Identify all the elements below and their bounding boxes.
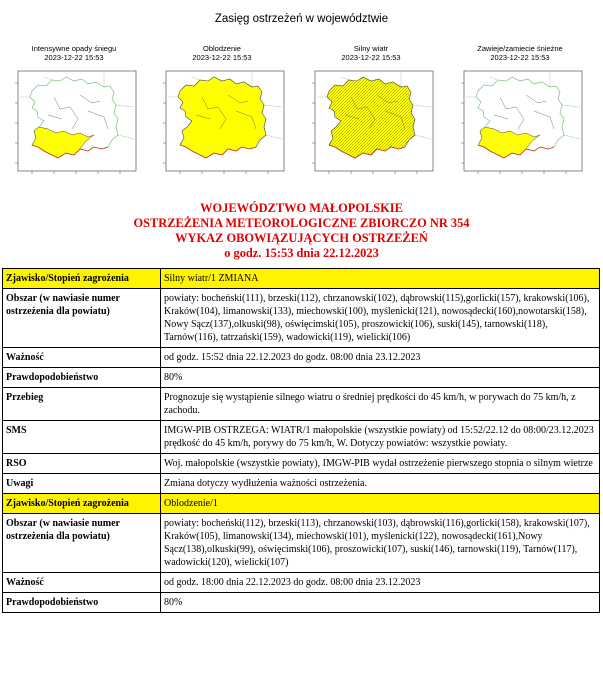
row-key: Obszar (w nawiasie numer ostrzeżenia dla powiatu) [3, 289, 161, 348]
heading-line-4: o godz. 15:53 dnia 22.12.2023 [224, 246, 379, 260]
bulletin-heading [0, 201, 603, 261]
province-map [8, 67, 140, 185]
maps-title: Zasięg ostrzeżeń w województwie [214, 13, 389, 25]
row-key: Prawdopodobieństwo [3, 593, 161, 613]
row-value: Woj. małopolskie (wszystkie powiaty), IMGW-PIB wydał ostrzeżenie pierwszego stopnia o silnym wietrze [161, 454, 600, 474]
warnings-table [2, 268, 600, 613]
row-key: Przebieg [3, 388, 161, 421]
table-row [3, 494, 600, 514]
map-date-label: 2023-12-22 15:53 [490, 53, 550, 62]
row-key: Ważność [3, 348, 161, 368]
row-value: Silny wiatr/1 ZMIANA [161, 269, 600, 289]
map-date-label: 2023-12-22 15:53 [192, 53, 252, 62]
warning-maps-section [0, 0, 603, 196]
table-row [3, 593, 600, 613]
row-key: Uwagi [3, 474, 161, 494]
row-value: Prognozuje się wystąpienie silnego wiatru o średniej prędkości do 45 km/h, w porywach do 75 km/h, z zachodu. [161, 388, 600, 421]
row-value: od godz. 18:00 dnia 22.12.2023 do godz. 08:00 dnia 23.12.2023 [161, 573, 600, 593]
table-row [3, 454, 600, 474]
table-row [3, 368, 600, 388]
row-key: Ważność [3, 573, 161, 593]
warning-map-4 [454, 44, 586, 185]
row-value: od godz. 15:52 dnia 22.12.2023 do godz. 08:00 dnia 23.12.2023 [161, 348, 600, 368]
map-name-label: Silny wiatr [353, 44, 389, 53]
map-name-label: Intensywne opady śniegu [31, 44, 117, 53]
row-value: IMGW-PIB OSTRZEGA: WIATR/1 małopolskie (wszystkie powiaty) od 15:52/22.12 do 08:00/23.12.2023 prędkość do 45 km/h, porywy do 75 km/h, W. Dotyczy powiatów: wszystkie powiaty. [161, 421, 600, 454]
table-row [3, 514, 600, 573]
row-value: powiaty: bocheński(112), brzeski(113), chrzanowski(103), dąbrowski(116),gorlicki(158), krakowski(107), Kraków(105), limanowski(134), miechowski(101), myślenicki(122), nowosądecki(161),Nowy Sącz(138),olkuski(99), oświęcimski(106), proszowicki(107), suski(146), tarnowski(119), Tarnów(117), wadowicki(120), wielicki(107) [161, 514, 600, 573]
row-key: Obszar (w nawiasie numer ostrzeżenia dla powiatu) [3, 514, 161, 573]
warning-map-2 [156, 44, 288, 185]
row-value: Oblodzenie/1 [161, 494, 600, 514]
table-row [3, 289, 600, 348]
map-date-label: 2023-12-22 15:53 [341, 53, 401, 62]
province-map [156, 67, 288, 185]
table-row [3, 269, 600, 289]
province-map [305, 67, 437, 185]
heading-line-2: OSTRZEŻENIA METEOROLOGICZNE ZBIORCZO NR 354 [133, 216, 470, 230]
table-row [3, 388, 600, 421]
row-key: Prawdopodobieństwo [3, 368, 161, 388]
row-key: SMS [3, 421, 161, 454]
row-value: Zmiana dotyczy wydłużenia ważności ostrzeżenia. [161, 474, 600, 494]
table-row [3, 474, 600, 494]
table-row [3, 573, 600, 593]
map-name-label: Oblodzenie [203, 44, 241, 53]
warning-map-3 [305, 44, 437, 185]
row-value: 80% [161, 368, 600, 388]
table-row [3, 421, 600, 454]
row-value: 80% [161, 593, 600, 613]
warning-map-1 [8, 44, 140, 185]
row-value: powiaty: bocheński(111), brzeski(112), chrzanowski(102), dąbrowski(115),gorlicki(157), krakowski(106), Kraków(104), limanowski(133), miechowski(100), myślenicki(121), nowosądecki(160),nowotarski(158), Nowy Sącz(137),olkuski(98), oświęcimski(105), proszowicki(106), suski(145), tarnowski(118), Tarnów(116), tatrzański(159), wadowicki(119), wielicki(106) [161, 289, 600, 348]
map-name-label: Zawieje/zamiecie śnieżne [477, 44, 563, 53]
table-row [3, 348, 600, 368]
heading-line-1: WOJEWÓDZTWO MAŁOPOLSKIE [200, 201, 403, 215]
row-key: Zjawisko/Stopień zagrożenia [3, 269, 161, 289]
row-key: Zjawisko/Stopień zagrożenia [3, 494, 161, 514]
province-map [454, 67, 586, 185]
heading-line-3: WYKAZ OBOWIĄZUJĄCYCH OSTRZEŻEŃ [175, 231, 428, 245]
row-key: RSO [3, 454, 161, 474]
map-date-label: 2023-12-22 15:53 [44, 53, 104, 62]
